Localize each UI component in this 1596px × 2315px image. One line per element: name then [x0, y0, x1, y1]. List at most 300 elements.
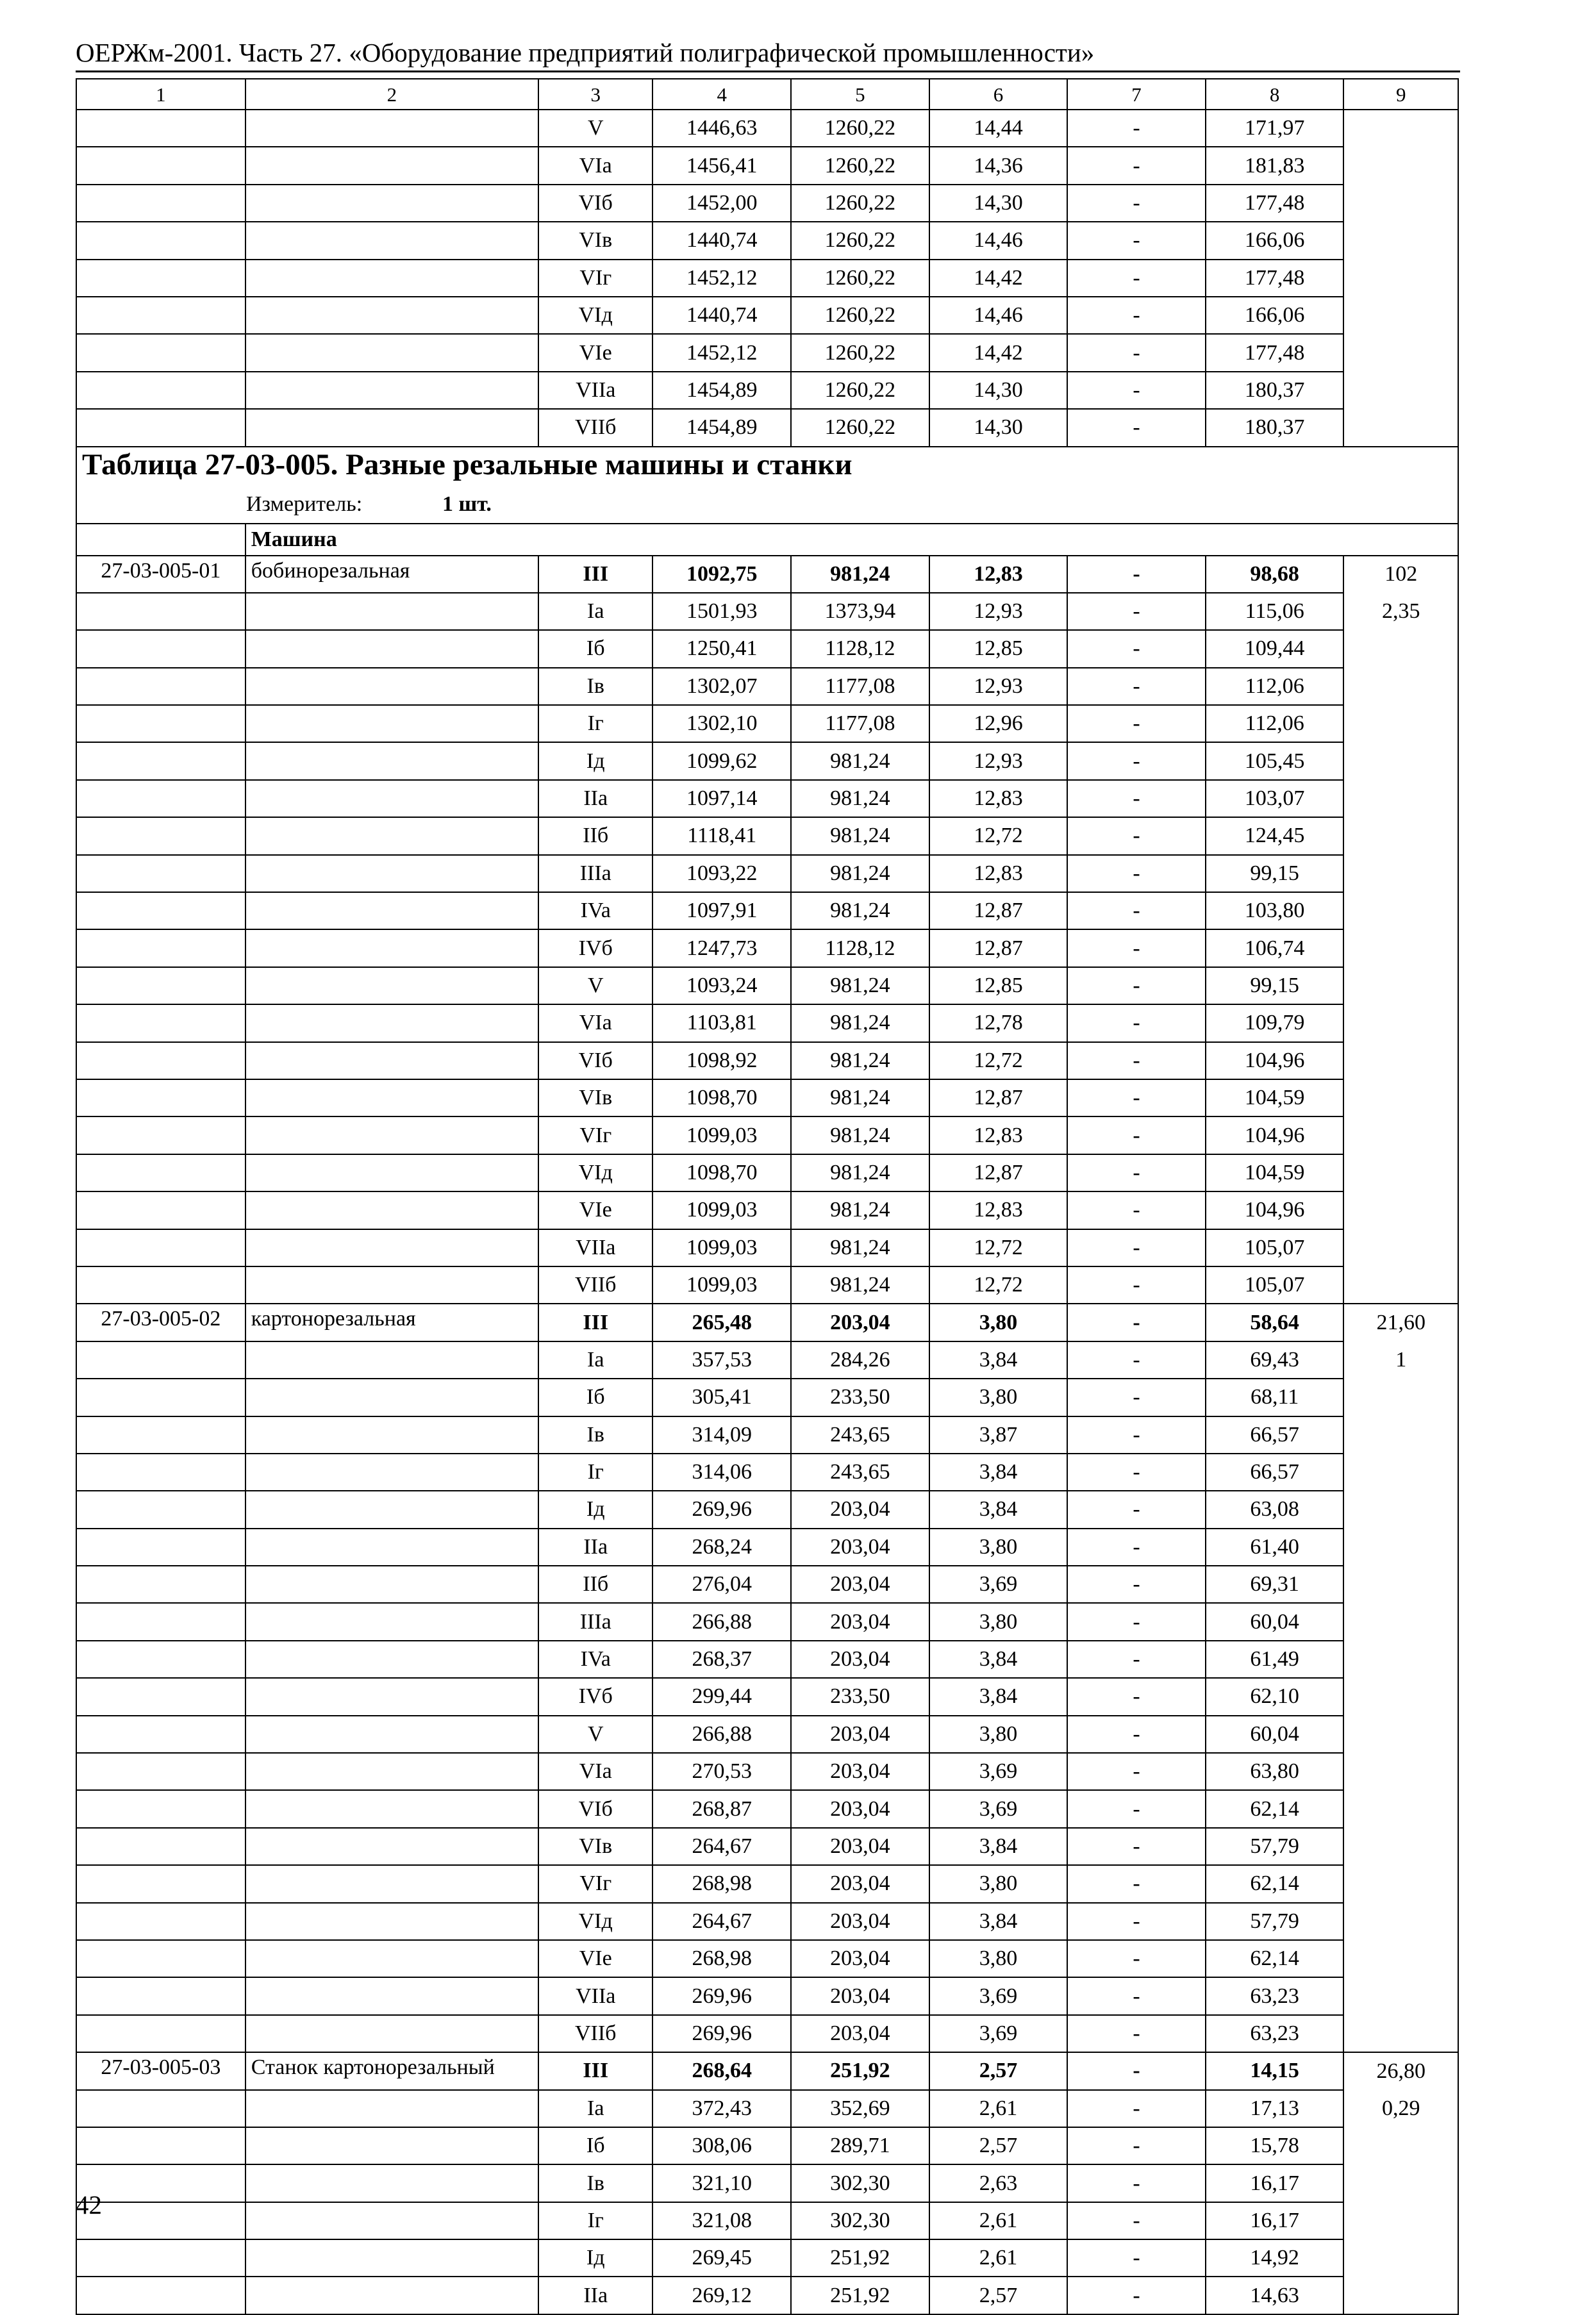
- name-cell: [245, 1603, 538, 1640]
- value-cell: 1260,22: [791, 110, 929, 147]
- value-cell: 981,24: [791, 742, 929, 779]
- value-cell: -: [1067, 1828, 1206, 1865]
- value-cell: Iд: [538, 1491, 653, 1528]
- value-cell: 3,69: [929, 1753, 1068, 1790]
- table-row: [76, 409, 1458, 446]
- code-cell: [76, 1790, 245, 1827]
- value-cell: 14,44: [929, 110, 1068, 147]
- value-cell: 266,88: [653, 1716, 791, 1753]
- value-cell: 104,59: [1206, 1079, 1344, 1116]
- value-cell: 1103,81: [653, 1004, 791, 1041]
- section-blank: [76, 524, 245, 556]
- value-cell: VIд: [538, 1154, 653, 1191]
- table-row: [76, 892, 1458, 929]
- table-row: [76, 1977, 1458, 2014]
- value-cell: 2,57: [929, 2277, 1068, 2314]
- value-cell: -: [1067, 1004, 1206, 1041]
- value-cell: VIIa: [538, 372, 653, 409]
- name-cell: [245, 2015, 538, 2052]
- value-cell: 3,84: [929, 1903, 1068, 1940]
- value-cell: 1099,03: [653, 1266, 791, 1304]
- value-cell: 269,96: [653, 1491, 791, 1528]
- value-cell: 1099,03: [653, 1116, 791, 1154]
- name-cell: [245, 1940, 538, 1977]
- code-cell: [76, 1379, 245, 1416]
- value-cell: -: [1067, 1454, 1206, 1491]
- code-cell: [76, 1229, 245, 1266]
- value-cell: 1128,12: [791, 929, 929, 967]
- col9-cell: [1343, 2239, 1458, 2277]
- code-cell: [76, 780, 245, 817]
- table-row: [76, 855, 1458, 892]
- table-row: [76, 1641, 1458, 1678]
- value-cell: -: [1067, 2052, 1206, 2089]
- value-cell: 268,98: [653, 1940, 791, 1977]
- value-cell: 1098,70: [653, 1154, 791, 1191]
- value-cell: 12,83: [929, 855, 1068, 892]
- col9-cell: [1343, 409, 1458, 446]
- col9-cell: 2,35: [1343, 593, 1458, 630]
- code-cell: [76, 668, 245, 705]
- name-cell: [245, 185, 538, 222]
- value-cell: 1452,12: [653, 334, 791, 371]
- value-cell: V: [538, 110, 653, 147]
- code-cell: [76, 967, 245, 1004]
- table-title: Таблица 27-03-005. Разные резальные машины и станки: [82, 447, 852, 481]
- col9-cell: [1343, 1529, 1458, 1566]
- value-cell: 357,53: [653, 1341, 791, 1379]
- col9-cell: [1343, 668, 1458, 705]
- table-row: [76, 334, 1458, 371]
- table-row: [76, 2090, 1458, 2127]
- value-cell: 1118,41: [653, 817, 791, 854]
- table-row: [76, 1004, 1458, 1041]
- value-cell: 12,87: [929, 1079, 1068, 1116]
- code-cell: [76, 630, 245, 667]
- col9-cell: [1343, 892, 1458, 929]
- value-cell: -: [1067, 2202, 1206, 2239]
- value-cell: 289,71: [791, 2127, 929, 2164]
- name-cell: [245, 1154, 538, 1191]
- value-cell: 203,04: [791, 1790, 929, 1827]
- table-row: [76, 1416, 1458, 1454]
- column-number: 9: [1343, 79, 1458, 110]
- value-cell: 3,84: [929, 1454, 1068, 1491]
- value-cell: 1092,75: [653, 556, 791, 593]
- value-cell: 314,06: [653, 1454, 791, 1491]
- code-cell: [76, 1454, 245, 1491]
- value-cell: 63,23: [1206, 2015, 1344, 2052]
- name-cell: [245, 1116, 538, 1154]
- value-cell: 12,72: [929, 817, 1068, 854]
- code-cell: [76, 222, 245, 259]
- table-row: [76, 2015, 1458, 2052]
- value-cell: 1098,92: [653, 1042, 791, 1079]
- name-cell: [245, 297, 538, 334]
- value-cell: Iг: [538, 705, 653, 742]
- value-cell: 203,04: [791, 1566, 929, 1603]
- value-cell: 3,80: [929, 1603, 1068, 1640]
- col9-cell: [1343, 297, 1458, 334]
- value-cell: -: [1067, 2164, 1206, 2202]
- name-cell: [245, 742, 538, 779]
- value-cell: -: [1067, 1341, 1206, 1379]
- table-row: [76, 1491, 1458, 1528]
- value-cell: 12,96: [929, 705, 1068, 742]
- name-cell: [245, 1004, 538, 1041]
- running-header: ОЕРЖм-2001. Часть 27. «Оборудование предприятий полиграфической промышленности»: [76, 38, 1095, 67]
- code-cell: [76, 2127, 245, 2164]
- code-cell: [76, 1678, 245, 1715]
- value-cell: 105,07: [1206, 1266, 1344, 1304]
- value-cell: -: [1067, 2015, 1206, 2052]
- value-cell: 12,78: [929, 1004, 1068, 1041]
- code-cell: [76, 705, 245, 742]
- name-cell: [245, 668, 538, 705]
- value-cell: -: [1067, 817, 1206, 854]
- value-cell: Iб: [538, 1379, 653, 1416]
- code-cell: [76, 1416, 245, 1454]
- value-cell: 3,84: [929, 1491, 1068, 1528]
- value-cell: -: [1067, 556, 1206, 593]
- value-cell: 203,04: [791, 1865, 929, 1902]
- table-row: [76, 1529, 1458, 1566]
- name-cell: [245, 2090, 538, 2127]
- col9-cell: [1343, 1454, 1458, 1491]
- name-cell: [245, 110, 538, 147]
- name-cell: [245, 929, 538, 967]
- col9-cell: [1343, 817, 1458, 854]
- col9-cell: [1343, 1116, 1458, 1154]
- name-cell: [245, 2127, 538, 2164]
- value-cell: VIIб: [538, 2015, 653, 2052]
- value-cell: 1454,89: [653, 372, 791, 409]
- code-cell: [76, 2277, 245, 2314]
- value-cell: 14,30: [929, 372, 1068, 409]
- name-cell: [245, 1977, 538, 2014]
- value-cell: -: [1067, 1266, 1206, 1304]
- name-cell: [245, 817, 538, 854]
- value-cell: -: [1067, 1903, 1206, 1940]
- value-cell: 14,15: [1206, 2052, 1344, 2089]
- code-cell: [76, 1079, 245, 1116]
- col9-cell: [1343, 780, 1458, 817]
- value-cell: 12,83: [929, 780, 1068, 817]
- col9-cell: [1343, 705, 1458, 742]
- column-number: 7: [1067, 79, 1206, 110]
- value-cell: -: [1067, 967, 1206, 1004]
- table-row: [76, 1603, 1458, 1640]
- table-row: [76, 1828, 1458, 1865]
- value-cell: 57,79: [1206, 1903, 1344, 1940]
- name-cell: Станок картонорезальный: [245, 2052, 538, 2089]
- value-cell: IVa: [538, 1641, 653, 1678]
- name-cell: [245, 1379, 538, 1416]
- col9-cell: [1343, 372, 1458, 409]
- value-cell: -: [1067, 1042, 1206, 1079]
- code-cell: [76, 260, 245, 297]
- col9-cell: [1343, 1940, 1458, 1977]
- value-cell: -: [1067, 260, 1206, 297]
- code-cell: [76, 1042, 245, 1079]
- col9-cell: [1343, 1266, 1458, 1304]
- value-cell: 2,57: [929, 2052, 1068, 2089]
- code-cell: [76, 372, 245, 409]
- value-cell: VIе: [538, 334, 653, 371]
- value-cell: 3,84: [929, 1828, 1068, 1865]
- table-row: [76, 593, 1458, 630]
- value-cell: VIIб: [538, 409, 653, 446]
- col9-cell: [1343, 1753, 1458, 1790]
- value-cell: 268,98: [653, 1865, 791, 1902]
- value-cell: 62,14: [1206, 1790, 1344, 1827]
- value-cell: 61,40: [1206, 1529, 1344, 1566]
- table-row: [76, 2164, 1458, 2202]
- name-cell: [245, 2239, 538, 2277]
- value-cell: 63,08: [1206, 1491, 1344, 1528]
- value-cell: 166,06: [1206, 297, 1344, 334]
- name-cell: [245, 1753, 538, 1790]
- table-row: [76, 1753, 1458, 1790]
- table-row: [76, 705, 1458, 742]
- value-cell: 109,44: [1206, 630, 1344, 667]
- code-cell: [76, 1903, 245, 1940]
- value-cell: 981,24: [791, 1004, 929, 1041]
- value-cell: III: [538, 556, 653, 593]
- value-cell: 1098,70: [653, 1079, 791, 1116]
- value-cell: 12,87: [929, 929, 1068, 967]
- value-cell: 57,79: [1206, 1828, 1344, 1865]
- code-cell: [76, 1004, 245, 1041]
- value-cell: 203,04: [791, 1828, 929, 1865]
- name-cell: [245, 372, 538, 409]
- value-cell: 181,83: [1206, 147, 1344, 184]
- column-number: 6: [929, 79, 1068, 110]
- value-cell: VIг: [538, 1116, 653, 1154]
- value-cell: Iд: [538, 742, 653, 779]
- table-row: [76, 2127, 1458, 2164]
- code-cell: [76, 2239, 245, 2277]
- value-cell: VIе: [538, 1191, 653, 1229]
- value-cell: VIг: [538, 260, 653, 297]
- col9-cell: [1343, 2202, 1458, 2239]
- col9-cell: [1343, 630, 1458, 667]
- value-cell: -: [1067, 2090, 1206, 2127]
- name-cell: [245, 1678, 538, 1715]
- value-cell: 17,13: [1206, 2090, 1344, 2127]
- value-cell: -: [1067, 297, 1206, 334]
- code-cell: [76, 892, 245, 929]
- name-cell: [245, 1416, 538, 1454]
- value-cell: -: [1067, 1079, 1206, 1116]
- value-cell: 99,15: [1206, 855, 1344, 892]
- value-cell: 243,65: [791, 1454, 929, 1491]
- col9-cell: [1343, 1191, 1458, 1229]
- measurer-value: 1 шт.: [442, 492, 492, 516]
- value-cell: 12,93: [929, 742, 1068, 779]
- table-row: [76, 556, 1458, 593]
- col9-cell: 1: [1343, 1341, 1458, 1379]
- value-cell: 251,92: [791, 2239, 929, 2277]
- code-cell: [76, 1266, 245, 1304]
- value-cell: -: [1067, 1304, 1206, 1341]
- value-cell: 1247,73: [653, 929, 791, 967]
- value-cell: 14,30: [929, 409, 1068, 446]
- name-cell: [245, 2202, 538, 2239]
- value-cell: 115,06: [1206, 593, 1344, 630]
- value-cell: 305,41: [653, 1379, 791, 1416]
- col9-cell: [1343, 2015, 1458, 2052]
- name-cell: бобинорезальная: [245, 556, 538, 593]
- col9-cell: [1343, 742, 1458, 779]
- code-cell: [76, 1828, 245, 1865]
- value-cell: 203,04: [791, 1529, 929, 1566]
- value-cell: 233,50: [791, 1379, 929, 1416]
- table-row: [76, 185, 1458, 222]
- value-cell: 1456,41: [653, 147, 791, 184]
- col9-cell: [1343, 1491, 1458, 1528]
- name-cell: [245, 222, 538, 259]
- name-cell: [245, 1229, 538, 1266]
- table-row: [76, 1716, 1458, 1753]
- value-cell: -: [1067, 630, 1206, 667]
- value-cell: -: [1067, 1790, 1206, 1827]
- name-cell: [245, 147, 538, 184]
- code-cell: [76, 1753, 245, 1790]
- value-cell: 124,45: [1206, 817, 1344, 854]
- name-cell: [245, 260, 538, 297]
- name-cell: [245, 1865, 538, 1902]
- code-cell: [76, 1865, 245, 1902]
- value-cell: -: [1067, 855, 1206, 892]
- name-cell: [245, 2277, 538, 2314]
- value-cell: III: [538, 2052, 653, 2089]
- code-cell: [76, 297, 245, 334]
- col9-cell: [1343, 1416, 1458, 1454]
- value-cell: Ia: [538, 2090, 653, 2127]
- value-cell: 63,23: [1206, 1977, 1344, 2014]
- name-cell: [245, 1454, 538, 1491]
- col9-cell: [1343, 1678, 1458, 1715]
- table-title-cell: [76, 447, 1458, 524]
- value-cell: 104,59: [1206, 1154, 1344, 1191]
- value-cell: -: [1067, 1116, 1206, 1154]
- value-cell: 66,57: [1206, 1454, 1344, 1491]
- code-cell: [76, 817, 245, 854]
- table-row: [76, 1865, 1458, 1902]
- value-cell: 177,48: [1206, 185, 1344, 222]
- value-cell: 180,37: [1206, 409, 1344, 446]
- value-cell: 14,36: [929, 147, 1068, 184]
- value-cell: 269,96: [653, 1977, 791, 2014]
- table-row: [76, 110, 1458, 147]
- value-cell: Iг: [538, 2202, 653, 2239]
- value-cell: IIa: [538, 780, 653, 817]
- value-cell: 1250,41: [653, 630, 791, 667]
- value-cell: -: [1067, 1603, 1206, 1640]
- value-cell: 203,04: [791, 2015, 929, 2052]
- col9-cell: [1343, 2277, 1458, 2314]
- value-cell: 981,24: [791, 1191, 929, 1229]
- value-cell: -: [1067, 1529, 1206, 1566]
- name-cell: [245, 967, 538, 1004]
- column-number-row: [76, 79, 1458, 110]
- value-cell: 2,57: [929, 2127, 1068, 2164]
- value-cell: 276,04: [653, 1566, 791, 1603]
- table-row: [76, 1079, 1458, 1116]
- value-cell: 251,92: [791, 2277, 929, 2314]
- name-cell: [245, 1716, 538, 1753]
- value-cell: 12,83: [929, 556, 1068, 593]
- value-cell: 62,10: [1206, 1678, 1344, 1715]
- value-cell: 112,06: [1206, 705, 1344, 742]
- name-cell: [245, 630, 538, 667]
- value-cell: 109,79: [1206, 1004, 1344, 1041]
- value-cell: 103,07: [1206, 780, 1344, 817]
- value-cell: 203,04: [791, 1903, 929, 1940]
- value-cell: 14,42: [929, 334, 1068, 371]
- value-cell: 1302,07: [653, 668, 791, 705]
- value-cell: 1260,22: [791, 185, 929, 222]
- name-cell: [245, 1491, 538, 1528]
- value-cell: 1097,91: [653, 892, 791, 929]
- value-cell: Iб: [538, 630, 653, 667]
- value-cell: 63,80: [1206, 1753, 1344, 1790]
- col9-cell: [1343, 1716, 1458, 1753]
- value-cell: 171,97: [1206, 110, 1344, 147]
- value-cell: 1093,24: [653, 967, 791, 1004]
- value-cell: VIв: [538, 1079, 653, 1116]
- col9-cell: [1343, 1379, 1458, 1416]
- name-cell: [245, 1191, 538, 1229]
- col9-cell: [1343, 1004, 1458, 1041]
- code-cell: [76, 1341, 245, 1379]
- value-cell: -: [1067, 1716, 1206, 1753]
- header-rule: [76, 71, 1460, 72]
- value-cell: 2,61: [929, 2090, 1068, 2127]
- value-cell: 981,24: [791, 892, 929, 929]
- code-cell: [76, 185, 245, 222]
- value-cell: 12,85: [929, 967, 1068, 1004]
- value-cell: 3,69: [929, 1566, 1068, 1603]
- value-cell: 61,49: [1206, 1641, 1344, 1678]
- table-row: [76, 1191, 1458, 1229]
- name-cell: [245, 334, 538, 371]
- value-cell: 269,12: [653, 2277, 791, 2314]
- value-cell: -: [1067, 1977, 1206, 2014]
- table-title-row: [76, 447, 1458, 524]
- code-cell: [76, 147, 245, 184]
- col9-cell: [1343, 222, 1458, 259]
- value-cell: 12,83: [929, 1191, 1068, 1229]
- value-cell: 1099,62: [653, 742, 791, 779]
- code-cell: [76, 1716, 245, 1753]
- table-row: [76, 222, 1458, 259]
- table-row: [76, 372, 1458, 409]
- value-cell: 314,09: [653, 1416, 791, 1454]
- value-cell: 265,48: [653, 1304, 791, 1341]
- value-cell: VIIa: [538, 1977, 653, 2014]
- value-cell: 251,92: [791, 2052, 929, 2089]
- col9-cell: [1343, 855, 1458, 892]
- value-cell: VIa: [538, 147, 653, 184]
- code-cell: [76, 593, 245, 630]
- name-cell: [245, 1790, 538, 1827]
- code-cell: [76, 742, 245, 779]
- value-cell: 203,04: [791, 1753, 929, 1790]
- code-cell: [76, 2090, 245, 2127]
- col9-cell: [1343, 2164, 1458, 2202]
